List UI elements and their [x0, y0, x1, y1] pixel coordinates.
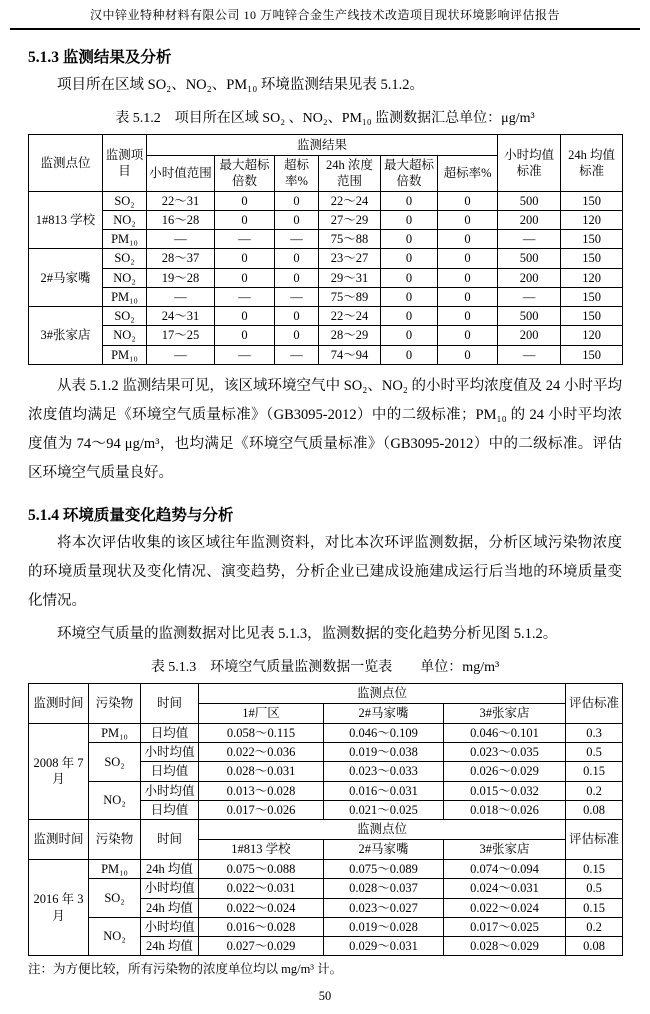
point-cell: 1#813 学校 [29, 191, 103, 249]
value-cell: 74～94 [319, 345, 381, 364]
period-cell: 24h 均值 [141, 898, 199, 917]
table-5-1-2 [28, 134, 623, 365]
value-cell: 0 [438, 326, 498, 345]
date-cell: 2008 年 7 月 [29, 723, 89, 819]
table-header-row [29, 683, 623, 703]
col-header: 24h 浓度范围 [319, 156, 381, 192]
value-cell: 500 [498, 307, 561, 326]
table-row [29, 326, 623, 345]
pollutant-cell: PM₁₀ [89, 723, 141, 742]
table-row [29, 743, 623, 762]
pollutant-cell: PM₁₀ [103, 287, 147, 306]
value-cell: 0.028～0.031 [199, 762, 324, 781]
value-cell: — [215, 345, 275, 364]
value-cell: 0 [381, 326, 438, 345]
point-header: 2#马家嘴 [324, 840, 444, 860]
value-cell: 0.075～0.088 [199, 860, 324, 879]
value-cell: 0.019～0.028 [324, 917, 444, 936]
section-heading-514: 5.1.4 环境质量变化趋势与分析 [28, 506, 234, 524]
col-header: 小时值范围 [147, 156, 215, 192]
table-row [29, 210, 623, 229]
value-cell: 23～27 [319, 249, 381, 268]
pollutant-cell: NO₂ [103, 326, 147, 345]
value-cell: 150 [561, 287, 623, 306]
table-row [29, 230, 623, 249]
value-cell: 0.058～0.115 [199, 723, 324, 742]
value-cell: 120 [561, 326, 623, 345]
point-cell: 3#张家店 [29, 307, 103, 365]
value-cell: 17～25 [147, 326, 215, 345]
pollutant-cell: SO₂ [103, 191, 147, 210]
point-header: 3#张家店 [444, 703, 566, 723]
table-row [29, 860, 623, 879]
table-row [29, 268, 623, 287]
value-cell: 75～89 [319, 287, 381, 306]
value-cell: — [215, 230, 275, 249]
value-cell: 0.15 [566, 860, 623, 879]
col-header-points: 监测点位 [199, 820, 566, 840]
pollutant-cell: SO₂ [89, 743, 141, 782]
table-row [29, 191, 623, 210]
value-cell: 0.5 [566, 743, 623, 762]
table-note: 注：为方便比较，所有污染物的浓度单位均以 mg/m³ 计。 [28, 962, 343, 977]
value-cell: 0.015～0.032 [444, 781, 566, 800]
value-cell: 0 [275, 326, 319, 345]
period-cell: 小时均值 [141, 879, 199, 898]
value-cell: 0.2 [566, 781, 623, 800]
value-cell: 0 [275, 268, 319, 287]
value-cell: 0 [381, 249, 438, 268]
value-cell: 0 [438, 307, 498, 326]
value-cell: 0.021～0.025 [324, 800, 444, 819]
pollutant-cell: PM₁₀ [103, 230, 147, 249]
value-cell: 0.15 [566, 762, 623, 781]
col-header: 最大超标倍数 [381, 156, 438, 192]
value-cell: 0 [381, 268, 438, 287]
table-513-caption: 表 5.1.3 环境空气质量监测数据一览表 单位：mg/m³ [150, 659, 500, 675]
value-cell: — [147, 287, 215, 306]
value-cell: 0 [275, 249, 319, 268]
value-cell: 29～31 [319, 268, 381, 287]
value-cell: — [275, 230, 319, 249]
value-cell: — [498, 230, 561, 249]
value-cell: — [275, 287, 319, 306]
value-cell: 27～29 [319, 210, 381, 229]
value-cell: 0.074～0.094 [444, 860, 566, 879]
value-cell: 28～37 [147, 249, 215, 268]
period-cell: 24h 均值 [141, 860, 199, 879]
pollutant-cell: NO₂ [103, 210, 147, 229]
value-cell: — [275, 345, 319, 364]
table-row [29, 249, 623, 268]
point-header: 2#马家嘴 [324, 703, 444, 723]
value-cell: 200 [498, 210, 561, 229]
table-row [29, 781, 623, 800]
table-header-row [29, 820, 623, 840]
value-cell: — [215, 287, 275, 306]
period-cell: 24h 均值 [141, 937, 199, 956]
value-cell: — [147, 345, 215, 364]
pollutant-cell: SO₂ [103, 249, 147, 268]
col-header: 超标率% [275, 156, 319, 192]
value-cell: 500 [498, 249, 561, 268]
value-cell: 22～31 [147, 191, 215, 210]
section-heading-513: 5.1.3 监测结果及分析 [28, 49, 172, 66]
value-cell: 0.018～0.026 [444, 800, 566, 819]
pollutant-cell: SO₂ [103, 307, 147, 326]
value-cell: 75～88 [319, 230, 381, 249]
value-cell: 0 [215, 210, 275, 229]
value-cell: 0 [438, 230, 498, 249]
value-cell: 0 [438, 210, 498, 229]
value-cell: 0.3 [566, 723, 623, 742]
value-cell: 0.08 [566, 937, 623, 956]
value-cell: 0 [381, 287, 438, 306]
value-cell: 150 [561, 230, 623, 249]
comparison-paragraph: 环境空气质量的监测数据对比见表 5.1.3，监测数据的变化趋势分析见图 5.1.2。 [57, 625, 558, 642]
period-cell: 日均值 [141, 800, 199, 819]
value-cell: 0 [381, 230, 438, 249]
value-cell: 0.017～0.026 [199, 800, 324, 819]
value-cell: 0.017～0.025 [444, 917, 566, 936]
period-cell: 小时均值 [141, 917, 199, 936]
value-cell: 0 [438, 287, 498, 306]
table-row [29, 917, 623, 936]
value-cell: 0.046～0.101 [444, 723, 566, 742]
page-number: 50 [318, 989, 332, 1003]
table-row [29, 307, 623, 326]
value-cell: 16～28 [147, 210, 215, 229]
value-cell: 0.028～0.037 [324, 879, 444, 898]
report-title: 汉中锌业特种材料有限公司 10 万吨锌合金生产线技术改造项目现状环境影响评估报告 [89, 8, 560, 22]
value-cell: 0 [215, 307, 275, 326]
col-header-points: 监测点位 [199, 683, 566, 703]
col-header-time: 监测时间 [29, 683, 89, 723]
col-header-standard: 评估标准 [566, 683, 623, 723]
value-cell: 0.013～0.028 [199, 781, 324, 800]
value-cell: 0.022～0.036 [199, 743, 324, 762]
value-cell: 0.5 [566, 879, 623, 898]
point-cell: 2#马家嘴 [29, 249, 103, 307]
col-header-24h-std: 24h 均值标准 [561, 135, 623, 192]
pollutant-cell: NO₂ [103, 268, 147, 287]
value-cell: 200 [498, 326, 561, 345]
value-cell: 0 [381, 210, 438, 229]
pollutant-cell: PM₁₀ [103, 345, 147, 364]
col-header: 超标率% [438, 156, 498, 192]
table-row [29, 879, 623, 898]
table-row [29, 345, 623, 364]
col-header-point: 监测点位 [29, 135, 103, 192]
value-cell: 22～24 [319, 191, 381, 210]
col-header-result: 监测结果 [147, 135, 498, 156]
period-cell: 日均值 [141, 723, 199, 742]
value-cell: — [498, 287, 561, 306]
table-row [29, 723, 623, 742]
col-header-item: 监测项目 [103, 135, 147, 192]
value-cell: 0.15 [566, 898, 623, 917]
analysis-paragraph: 从表 5.1.2 监测结果可见，该区域环境空气中 SO₂、NO₂ 的小时平均浓度值及 24 小时平均浓度值均满足《环境空气质量标准》（GB3095-2012）中的二级标准；PM₁₀ 的 24 小时平均浓度值为 74～94 μg/m³，也均满足《环境空气质量标准》（GB3095-2012）中的二级标准。评估区环境空气质量良好。 [28, 377, 622, 481]
col-header-hour-std: 小时均值标准 [498, 135, 561, 192]
date-cell: 2016 年 3 月 [29, 860, 89, 956]
value-cell: 0.023～0.035 [444, 743, 566, 762]
col-header-time: 监测时间 [29, 820, 89, 860]
value-cell: 0.08 [566, 800, 623, 819]
period-cell: 小时均值 [141, 743, 199, 762]
value-cell: 150 [561, 191, 623, 210]
value-cell: 0 [215, 268, 275, 287]
value-cell: 0 [215, 249, 275, 268]
col-header-period: 时间 [141, 820, 199, 860]
value-cell: 0.023～0.033 [324, 762, 444, 781]
table-header-row [29, 135, 623, 156]
page-content [0, 45, 650, 977]
value-cell: 150 [561, 249, 623, 268]
value-cell: 0 [438, 345, 498, 364]
value-cell: 0.028～0.029 [444, 937, 566, 956]
value-cell: 0.2 [566, 917, 623, 936]
value-cell: 0 [381, 345, 438, 364]
value-cell: 0.022～0.024 [444, 898, 566, 917]
period-cell: 小时均值 [141, 781, 199, 800]
table-row [29, 287, 623, 306]
col-header: 最大超标倍数 [215, 156, 275, 192]
value-cell: 22～24 [319, 307, 381, 326]
value-cell: 24～31 [147, 307, 215, 326]
point-header: 3#张家店 [444, 840, 566, 860]
table-512-caption: 表 5.1.2 项目所在区域 SO₂ 、NO₂、PM₁₀ 监测数据汇总单位：μg/m³ [115, 111, 535, 126]
col-header-period: 时间 [141, 683, 199, 723]
value-cell: 120 [561, 268, 623, 287]
value-cell: 0.027～0.029 [199, 937, 324, 956]
value-cell: 500 [498, 191, 561, 210]
pollutant-cell: NO₂ [89, 781, 141, 820]
value-cell: — [498, 345, 561, 364]
value-cell: 0.019～0.038 [324, 743, 444, 762]
value-cell: 0 [275, 191, 319, 210]
col-header-standard: 评估标准 [566, 820, 623, 860]
period-cell: 日均值 [141, 762, 199, 781]
pollutant-cell: NO₂ [89, 917, 141, 956]
value-cell: 0.026～0.029 [444, 762, 566, 781]
point-header: 1#813 学校 [199, 840, 324, 860]
value-cell: 120 [561, 210, 623, 229]
value-cell: 0.016～0.028 [199, 917, 324, 936]
value-cell: 19～28 [147, 268, 215, 287]
value-cell: 0 [438, 268, 498, 287]
value-cell: 0 [438, 191, 498, 210]
value-cell: 0 [381, 191, 438, 210]
value-cell: 0.029～0.031 [324, 937, 444, 956]
value-cell: 0 [275, 307, 319, 326]
value-cell: — [147, 230, 215, 249]
value-cell: 0 [215, 191, 275, 210]
col-header-pollutant: 污染物 [89, 683, 141, 723]
value-cell: 150 [561, 345, 623, 364]
value-cell: 150 [561, 307, 623, 326]
trend-paragraph: 将本次评估收集的该区域往年监测资料，对比本次环评监测数据，分析区域污染物浓度的环境质量现状及变化情况、演变趋势，分析企业已建成设施建成运行后当地的环境质量变化情况。 [28, 534, 622, 609]
value-cell: 28～29 [319, 326, 381, 345]
col-header-pollutant: 污染物 [89, 820, 141, 860]
value-cell: 0 [275, 210, 319, 229]
value-cell: 0.075～0.089 [324, 860, 444, 879]
value-cell: 200 [498, 268, 561, 287]
pollutant-cell: PM₁₀ [89, 860, 141, 879]
value-cell: 0.024～0.031 [444, 879, 566, 898]
value-cell: 0 [381, 307, 438, 326]
point-header: 1#厂区 [199, 703, 324, 723]
intro-paragraph: 项目所在区域 SO₂、NO₂、PM₁₀ 环境监测结果见表 5.1.2。 [57, 77, 425, 93]
value-cell: 0.016～0.031 [324, 781, 444, 800]
table-5-1-3 [28, 683, 623, 957]
value-cell: 0.023～0.027 [324, 898, 444, 917]
pollutant-cell: SO₂ [89, 879, 141, 918]
document-header [10, 6, 640, 30]
value-cell: 0.022～0.024 [199, 898, 324, 917]
value-cell: 0.046～0.109 [324, 723, 444, 742]
value-cell: 0.022～0.031 [199, 879, 324, 898]
value-cell: 0 [215, 326, 275, 345]
value-cell: 0 [438, 249, 498, 268]
